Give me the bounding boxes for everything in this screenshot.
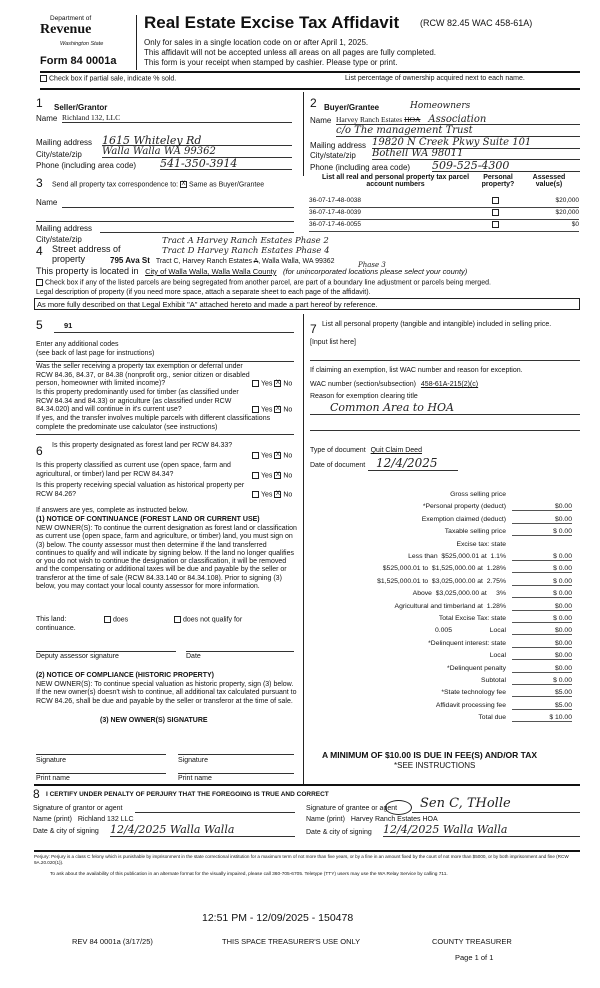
doc-date-field[interactable] <box>368 456 458 471</box>
sec7-text: List all personal property (tangible and intangible) included in selling price. <box>322 321 552 328</box>
buyer-careof-field[interactable] <box>336 125 580 137</box>
grantor-print-value[interactable]: Richland 132 LLC <box>77 816 134 823</box>
legal-box[interactable] <box>34 298 580 310</box>
no-label: No <box>283 406 293 414</box>
footer-county: COUNTY TREASURER <box>432 937 512 946</box>
fee-row <box>300 578 572 589</box>
grantee-signature[interactable]: Sen C, THolle <box>420 796 511 811</box>
footer-treasurer-use: THIS SPACE TREASURER'S USE ONLY <box>222 937 361 946</box>
fee-row <box>300 603 572 614</box>
personal-property-input[interactable]: [Input list here] <box>310 339 356 346</box>
does-not-label: does not qualify for <box>183 616 243 624</box>
does-checkbox[interactable] <box>104 616 128 623</box>
segregated-label: Check box if any of the listed parcels are being segregated from another parcel, are part of a boundary line adjustment or parcels being merged. <box>45 279 491 287</box>
partial-sale-checkbox[interactable] <box>40 75 176 82</box>
buyer-name-hw2: Association <box>428 114 487 125</box>
parcel-value: $20,000 <box>555 209 579 216</box>
fee-label: Excise tax: state <box>456 540 506 548</box>
fee-value[interactable]: $ 0.00 <box>512 553 572 561</box>
notice1-title: (1) NOTICE OF CONTINUANCE (FOREST LAND OR CURRENT USE) <box>36 516 260 523</box>
fee-value[interactable]: $ 0.00 <box>512 615 572 623</box>
street-detail: Tract C, Harvey Ranch Estates <box>155 258 253 265</box>
street-value: 795 Ava St <box>110 256 150 265</box>
parcel-value: $20,000 <box>555 197 579 204</box>
yes-label: Yes <box>261 406 273 414</box>
seller-name-label: Name <box>36 114 58 123</box>
sec6-q1: Is this property designated as forest land per RCW 84.33? <box>52 442 233 449</box>
seller-city-label: City/state/zip <box>36 150 82 159</box>
partial-sale-label: Check box if partial sale, indicate % sold. <box>49 75 177 83</box>
doc-type-label: Type of document <box>310 447 366 454</box>
yes-label: Yes <box>261 472 273 480</box>
yes-label: Yes <box>261 452 273 460</box>
fee-label: Gross selling price <box>450 491 506 498</box>
fee-row <box>300 528 572 539</box>
fee-row <box>300 503 572 514</box>
sec5-q2: Is this property predominantly used for timber (as classified under RCW 84.34 and 84.33) or agriculture (as classified under RCW 84.34.020) and will continue in it's current use? <box>36 389 239 413</box>
sec5-q1-answer[interactable]: Yes X No <box>252 380 292 387</box>
fee-value[interactable]: $ 10.00 <box>512 714 572 722</box>
fee-label: Above $3,025,000.00 at 3% <box>412 590 506 598</box>
doc-date-value: 12/4/2025 <box>376 456 438 470</box>
grantee-date-field[interactable] <box>383 823 580 837</box>
grantee-print-row <box>306 816 438 823</box>
buyer-phone-field[interactable] <box>432 159 580 172</box>
does-not-checkbox[interactable] <box>174 616 242 623</box>
fee-label: $525,000.01 to $1,525,000.00 at 1.28% <box>382 565 506 573</box>
fee-row <box>300 689 572 700</box>
header-sub2: This affidavit will not be accepted unless all areas on all pages are fully completed. <box>144 48 437 57</box>
continuance-label: continuance. <box>36 625 76 632</box>
buyer-phone-label: Phone (including area code) <box>310 163 411 172</box>
fee-value[interactable]: $ 0.00 <box>512 677 572 685</box>
deputy-sig-label: Deputy assessor signature <box>36 653 119 660</box>
tax-mail-label: Mailing address <box>36 224 93 233</box>
sec6-q2-answer[interactable]: Yes X No <box>252 472 292 479</box>
fee-label: Total Excise Tax: state <box>438 615 506 622</box>
fee-label: Less than $525,000.01 at 1.1% <box>408 553 506 560</box>
grantee-agent-circle <box>385 800 412 815</box>
tax-city-label: City/state/zip <box>36 235 82 244</box>
exemption-text: If claiming an exemption, list WAC number and reason for exception. <box>310 367 523 374</box>
fee-value[interactable]: $0.00 <box>512 516 572 524</box>
sec6-num: 6 <box>36 444 43 458</box>
fee-value[interactable]: $ 0.00 <box>512 565 572 573</box>
pct-ownership-note: List percentage of ownership acquired next to each name. <box>345 75 525 82</box>
fee-row <box>300 714 572 725</box>
seller-city-value: Walla Walla WA 99362 <box>102 146 216 157</box>
dept-state: Washington State <box>60 41 104 47</box>
grantee-print-label: Name (print) <box>306 816 345 823</box>
sec3-text <box>52 181 264 188</box>
new-owner-print-label: Print name <box>36 775 70 782</box>
additional-codes-label: Enter any additional codes <box>36 341 119 348</box>
grantor-print-label: Name (print) <box>33 816 72 823</box>
fee-label: Subtotal <box>481 677 506 684</box>
parcel-number: 36-07-17-48-0039 <box>309 209 362 216</box>
yes-label: Yes <box>261 380 273 388</box>
fee-label: Exemption claimed (deduct) <box>421 515 506 523</box>
located-select[interactable]: City of Walla Walla, Walla Walla County <box>145 267 277 276</box>
fee-row <box>300 702 572 713</box>
sec5-num: 5 <box>36 318 43 332</box>
notice2-body: NEW OWNER(S): To continue special valuation as historic property, sign (3) below. If the new owner(s) doesn't wish to continue, all additional tax calculated pursuant to RCW 84.26, shall be due and payable by the seller or transferor at the time of sale. <box>36 681 297 705</box>
personal-checkbox[interactable] <box>492 221 499 228</box>
new-owner-print-label-2: Print name <box>178 775 212 782</box>
seller-mail-label: Mailing address <box>36 138 93 147</box>
grantee-date-label: Date & city of signing <box>306 829 372 836</box>
fee-value[interactable]: $0.00 <box>512 503 572 511</box>
parcel-row <box>309 209 579 220</box>
no-label: No <box>283 472 293 480</box>
dept-line1: Department of <box>50 15 92 22</box>
fee-value[interactable]: $0.00 <box>512 640 572 648</box>
fee-value[interactable]: $0.00 <box>512 603 572 611</box>
sec6-q3: Is this property receiving special valuation as historical property per RCW 84.26? <box>36 482 245 498</box>
no-label: No <box>283 380 293 388</box>
personal-checkbox[interactable] <box>492 209 499 216</box>
doc-type-row <box>310 447 422 454</box>
no-label: No <box>283 491 293 499</box>
fee-label: $1,525,000.01 to $3,025,000.00 at 2.75% <box>377 577 506 585</box>
sec1-title: Seller/Grantor <box>54 103 108 112</box>
sec6-answered: If answers are yes, complete as instructed below. <box>36 507 189 514</box>
fee-label: Total due <box>478 714 506 722</box>
buyer-name-field[interactable] <box>336 114 580 125</box>
parcel-row <box>309 221 579 232</box>
buyer-name-strike: HOA <box>404 115 421 124</box>
notice1-body: NEW OWNER(S): To continue the current designation as forest land or classification as current use (open space, farm and agriculture, or timber) land, you must sign on (3) below. The county assessor must then determine if the land transferred continues to qualify and will indicate by signing below. If the land no longer qualifies or you do not wish to continue the designation or classification, it will be removed and the compensating or additional taxes will be due and payable by the seller or transferor at the time of sale (RCW 84.33.140 or 84.34.108). Prior to signing (3) below, you may contact your local county assessor for more information. <box>36 525 297 591</box>
legal-value: As more fully described on that Legal Exhibit "A" attached hereto and made a part hereof by reference. <box>37 300 378 309</box>
fee-value[interactable]: $0.00 <box>512 652 572 660</box>
revenue-logo <box>40 15 118 57</box>
fee-row <box>300 665 572 676</box>
buyer-city-label: City/state/zip <box>310 151 356 160</box>
doc-type-value[interactable]: Quit Claim Deed <box>370 447 422 454</box>
street-hw-a: Tract A Harvey Ranch Estates Phase 2 <box>162 236 329 246</box>
fee-label: *Delinquent penalty <box>447 664 506 672</box>
col-personal: Personal property? <box>481 174 515 188</box>
buyer-mail-value: 19820 N Creek Pkwy Suite 101 <box>372 137 532 148</box>
new-owner-sig-label: Signature <box>36 757 66 764</box>
notice3-title: (3) NEW OWNER(S) SIGNATURE <box>100 717 208 724</box>
fee-label: 0.005 Local <box>434 627 506 635</box>
no-label: No <box>283 452 293 460</box>
sec4-num: 4 <box>36 244 43 258</box>
seller-phone-label: Phone (including area code) <box>36 161 137 170</box>
dept-revenue: Revenue <box>40 22 92 37</box>
fee-label: *Personal property (deduct) <box>422 503 506 511</box>
buyer-name-label: Name <box>310 116 332 125</box>
sec8-num: 8 <box>33 787 40 801</box>
footer-page: Page 1 of 1 <box>455 953 494 962</box>
personal-checkbox[interactable] <box>492 197 499 204</box>
grantor-date-field[interactable] <box>110 823 295 837</box>
sec5-q3: If yes, and the transfer involves multiple parcels with different classifications complete the predominate use calculator (see instructions) <box>36 415 271 431</box>
sec5-q1: Was the seller receiving a property tax exemption or deferral under RCW 84.36, 84.37, or 84.38 (nonprofit org., senior citizen or disabled person, homeowner with limited income)? <box>36 363 250 387</box>
located-note: (for unincorporated locations please select your county) <box>283 267 468 276</box>
buyer-city-value: Bothell WA 98011 <box>372 148 464 159</box>
street-hw-b: Tract D Harvey Ranch Estates Phase 4 <box>162 246 330 256</box>
fee-value[interactable]: $5.00 <box>512 702 572 710</box>
fee-row <box>300 615 572 626</box>
seller-name-value: Richland 132, LLC <box>62 113 121 122</box>
new-owner-sig-label-2: Signature <box>178 757 208 764</box>
segregated-checkbox[interactable] <box>36 279 491 286</box>
fee-row <box>300 590 572 601</box>
street-detail-strike: A <box>253 258 259 265</box>
wac-label: WAC number (section/subsection) <box>310 381 416 388</box>
reason-field[interactable] <box>310 401 580 415</box>
deputy-date-label: Date <box>186 653 201 660</box>
parcel-value: $0 <box>571 221 579 228</box>
yes-label: Yes <box>261 491 273 499</box>
parcel-row <box>309 197 579 208</box>
grantor-date-label: Date & city of signing <box>33 828 99 835</box>
fee-row <box>300 516 572 527</box>
street-field[interactable]: 795 Ava St Tract C, Harvey Ranch Estates A, Walla Walla, WA 99362 <box>110 256 335 265</box>
grantor-sig-label: Signature of grantor or agent <box>33 805 123 812</box>
certify-text: I CERTIFY UNDER PENALTY OF PERJURY THAT THE FOREGOING IS TRUE AND CORRECT <box>46 791 329 798</box>
form-title: Real Estate Excise Tax Affidavit <box>144 13 400 32</box>
sec3-num: 3 <box>36 176 43 190</box>
this-land-label: This land: <box>36 616 67 623</box>
buyer-name-hw1: Homeowners <box>410 101 471 111</box>
sec1-num: 1 <box>36 96 43 110</box>
sec6-q3-answer[interactable]: Yes X No <box>252 491 292 498</box>
sec6-q2: Is this property classified as current use (open space, farm and agricultural, or timber) land per RCW 84.34? <box>36 462 231 478</box>
grantee-sig-label: Signature of grantee or agent <box>306 805 398 812</box>
fees-minimum: A MINIMUM OF $10.00 IS DUE IN FEE(S) AND/OR TAX <box>322 750 538 760</box>
col-assessed: Assessed value(s) <box>532 174 566 188</box>
fee-label: Taxable selling price <box>444 528 506 536</box>
buyer-mail-label: Mailing address <box>310 141 367 150</box>
seller-mail-field[interactable] <box>102 134 292 146</box>
same-as-label: Same as Buyer/Grantee <box>189 181 265 189</box>
parcel-number: 36-07-17-46-0055 <box>309 221 362 228</box>
fee-row <box>300 677 572 688</box>
fee-label: *Delinquent interest: state <box>428 639 506 647</box>
buyer-phone-value: 509-525-4300 <box>432 159 510 172</box>
fee-label: Agricultural and timberland at 1.28% <box>394 602 506 610</box>
fee-label: *State technology fee <box>441 689 506 697</box>
fee-value[interactable]: $5.00 <box>512 689 572 697</box>
street-city: Walla Walla, WA 99362 <box>262 258 335 265</box>
located-label: This property is located in <box>36 266 139 276</box>
parcel-number: 36-07-17-48-0038 <box>309 197 362 204</box>
header-sub1: Only for sales in a single location code on or after April 1, 2025. <box>144 38 369 47</box>
seller-phone-field[interactable] <box>160 157 292 170</box>
street-label: Street address of property <box>52 244 121 264</box>
sec2-num: 2 <box>310 96 317 110</box>
sec2-title: Buyer/Grantee <box>324 103 380 112</box>
tax-name-line <box>62 207 294 208</box>
wac-row <box>310 381 478 388</box>
tax-name-label: Name <box>36 198 58 207</box>
sec5-q2-answer[interactable]: Yes X No <box>252 406 292 413</box>
form-rcw: (RCW 82.45 WAC 458-61A) <box>420 18 533 28</box>
fee-row <box>300 541 572 552</box>
grantor-date-value: 12/4/2025 Walla Walla <box>110 823 235 836</box>
fee-value[interactable]: $0.00 <box>512 665 572 673</box>
parcel-list-header: List all real and personal property tax parcel account numbers <box>321 174 470 188</box>
wac-value[interactable]: 458-61A-215(2)(c) <box>420 381 479 388</box>
doc-date-label: Date of document <box>310 462 366 469</box>
fee-value[interactable]: $0.00 <box>512 627 572 635</box>
located-row <box>36 266 467 276</box>
grantee-date-value: 12/4/2025 Walla Walla <box>383 823 508 836</box>
does-label: does <box>113 616 129 624</box>
buyer-careof-value: c/o The management Trust <box>336 125 473 136</box>
fee-row <box>300 553 572 564</box>
fee-row <box>300 491 572 502</box>
fees-see-instructions: *SEE INSTRUCTIONS <box>394 761 476 770</box>
sec7-num: 7 <box>310 322 317 336</box>
fee-row <box>300 652 572 663</box>
grantor-print-row <box>33 816 134 823</box>
fee-value[interactable]: $ 0.00 <box>512 528 572 536</box>
grantee-print-value[interactable]: Harvey Ranch Estates HOA <box>350 816 438 823</box>
fee-row <box>300 640 572 651</box>
alt-format-text: To ask about the availability of this publication in an alternate format for the visually impaired, please call 360-705-6705. Teletype (TTY) users may use the WA Relay Service by calling 711. <box>50 872 448 877</box>
footer-rev: REV 84 0001a (3/17/25) <box>72 937 153 946</box>
legal-label: Legal description of property (if you need more space, attach a separate sheet to each page of the affidavit). <box>36 289 371 296</box>
reason-label: Reason for exemption clearing title <box>310 393 418 400</box>
same-as-buyer-checkbox[interactable]: X <box>181 181 186 187</box>
buyer-name-value: Harvey Ranch Estates <box>336 115 403 124</box>
seller-mail-value: 1615 Whiteley Rd <box>102 134 202 147</box>
fee-row <box>300 627 572 638</box>
perjury-text: Perjury: Perjury is a class C felony which is punishable by imprisonment in the state correctional institution for a maximum term of not more than five years, or by a fine in an amount fixed by the court of not more than $5000, or by both imprisonment and fine (RCW 9A.20.020(1)). <box>34 854 569 865</box>
street-hw-c: Phase 3 <box>358 261 386 269</box>
sec3-label: Send all property tax correspondence to: <box>52 181 179 189</box>
fee-label: Affidavit processing fee <box>435 701 506 709</box>
sec5-code[interactable]: 91 <box>64 321 73 330</box>
notice2-title: (2) NOTICE OF COMPLIANCE (HISTORIC PROPERTY) <box>36 672 214 679</box>
seller-name-field[interactable] <box>62 113 292 123</box>
form-number: Form 84 0001a <box>40 55 117 67</box>
sec6-q1-answer[interactable]: Yes X No <box>252 452 292 459</box>
fee-value[interactable]: $ 0.00 <box>512 578 572 586</box>
cashier-stamp: 12:51 PM - 12/09/2025 - 150478 <box>202 912 354 924</box>
fee-label: Local <box>489 652 506 660</box>
reason-value: Common Area to HOA <box>330 401 454 414</box>
seller-phone-value: 541-350-3914 <box>160 157 238 170</box>
header-sub3: This form is your receipt when stamped by cashier. Please type or print. <box>144 58 398 67</box>
fee-value[interactable]: $ 0.00 <box>512 590 572 598</box>
additional-codes-note: (see back of last page for instructions) <box>36 350 155 357</box>
fee-row <box>300 565 572 576</box>
